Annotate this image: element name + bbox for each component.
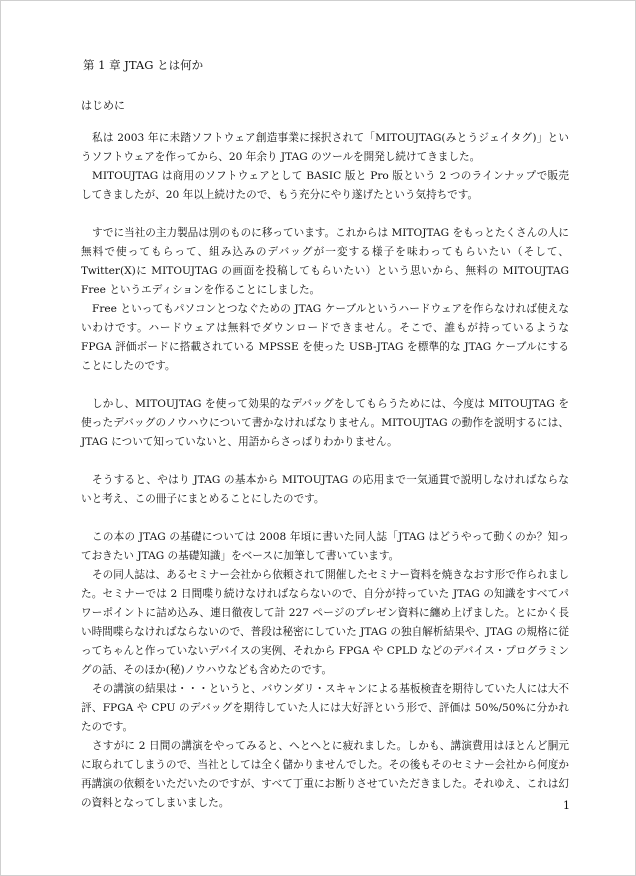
- paragraph: しかし、MITOUJTAG を使って効果的なデバッグをしてもらうためには、今度は MITOUJTAG を使ったデバッグのノウハウについて書かなければなりません。MITOUJTAG の動作を説明するには、JTAG について知っていないと、用語からさっぱりわかりません。: [81, 398, 569, 448]
- paragraph-gap: [81, 205, 569, 224]
- paragraph: その同人誌は、あるセミナー会社から依頼されて開催したセミナー資料を焼きなおす形で作られました。セミナーでは 2 日間喋り続けなければならないので、自分が持っていた JTAG の知識をすべてパワーポイントに詰め込み、連日徹夜して計 227 ページのプレゼン資料に纏め上げました。とにかく長い時間喋らなければならないので、普段は秘密にしていた JTAG の独自解析結果や、JTAG の規格に従ってちゃんと作っていないデバイスの実例、それから FPGA や CPLD などのデバイス・プログラミングの話、そのほか(秘)ノウハウなども含めたのです。: [81, 569, 569, 676]
- paragraph-gap: [81, 376, 569, 395]
- paragraph: その講演の結果は・・・というと、バウンダリ・スキャンによる基板検査を期待していた人には大不評、FPGA や CPU のデバッグを期待していた人には大好評という形で、評価は 50%/50%に分かれたのです。: [81, 683, 569, 733]
- paragraph: さすがに 2 日間の講演をやってみると、へとへとに疲れました。しかも、講演費用はほとんど胴元に取られてしまうので、当社としては全く儲かりませんでした。その後もそのセミナー会社から何度か再講演の依頼をいただいたのですが、すべて丁重にお断りさせていただきました。それゆえ、これは幻の資料となってしまいました。: [81, 740, 569, 809]
- page-number: 1: [563, 799, 570, 812]
- chapter-title: 第 1 章 JTAG とは何か: [83, 58, 204, 72]
- paragraph-gap: [81, 509, 569, 528]
- paragraph: MITOUJTAG は商用のソフトウェアとして BASIC 版と Pro 版という 2 つのラインナップで販売してきましたが、20 年以上続けたので、もう充分にやり遂げたという気持ちです。: [81, 170, 569, 201]
- paragraph: すでに当社の主力製品は別のものに移っています。これからは MITOJTAG をもっとたくさんの人に無料で使ってもらって、組み込みのデバッグが一変する様子を味わってもらいたい（そして、Twitter(X)に MITOUJTAG の画面を投稿してもらいたい）という思いから、無料の MITOUJTAG Free というエディションを作ることにしました。: [81, 227, 569, 296]
- paragraph: そうすると、やはり JTAG の基本から MITOUJTAG の応用まで一気通貫で説明しなければならないと考え、この冊子にまとめることにしたのです。: [81, 474, 569, 505]
- paragraph: この本の JTAG の基礎については 2008 年頃に書いた同人誌「JTAG はどうやって動くのか？知っておきたい JTAG の基礎知識」をベースに加筆して書いています。: [81, 531, 569, 562]
- paragraph: 私は 2003 年に未踏ソフトウェア創造事業に採択されて「MITOUJTAG(みとうジェイタグ)」というソフトウェアを作ってから、20 年余り JTAG のツールを開発し続けてきました。: [81, 132, 569, 163]
- paragraph: Free といってもパソコンとつなぐための JTAG ケーブルというハードウェアを作らなければ使えないわけです。ハードウェアは無料でダウンロードできません。そこで、誰もが持っているような FPGA 評価ボードに搭載されている MPSSE を使った USB-JTAG を標準的な JTAG ケーブルにすることにしたのです。: [81, 303, 569, 372]
- body-text: [81, 129, 569, 813]
- paragraph-gap: [81, 452, 569, 471]
- section-heading: はじめに: [81, 99, 125, 112]
